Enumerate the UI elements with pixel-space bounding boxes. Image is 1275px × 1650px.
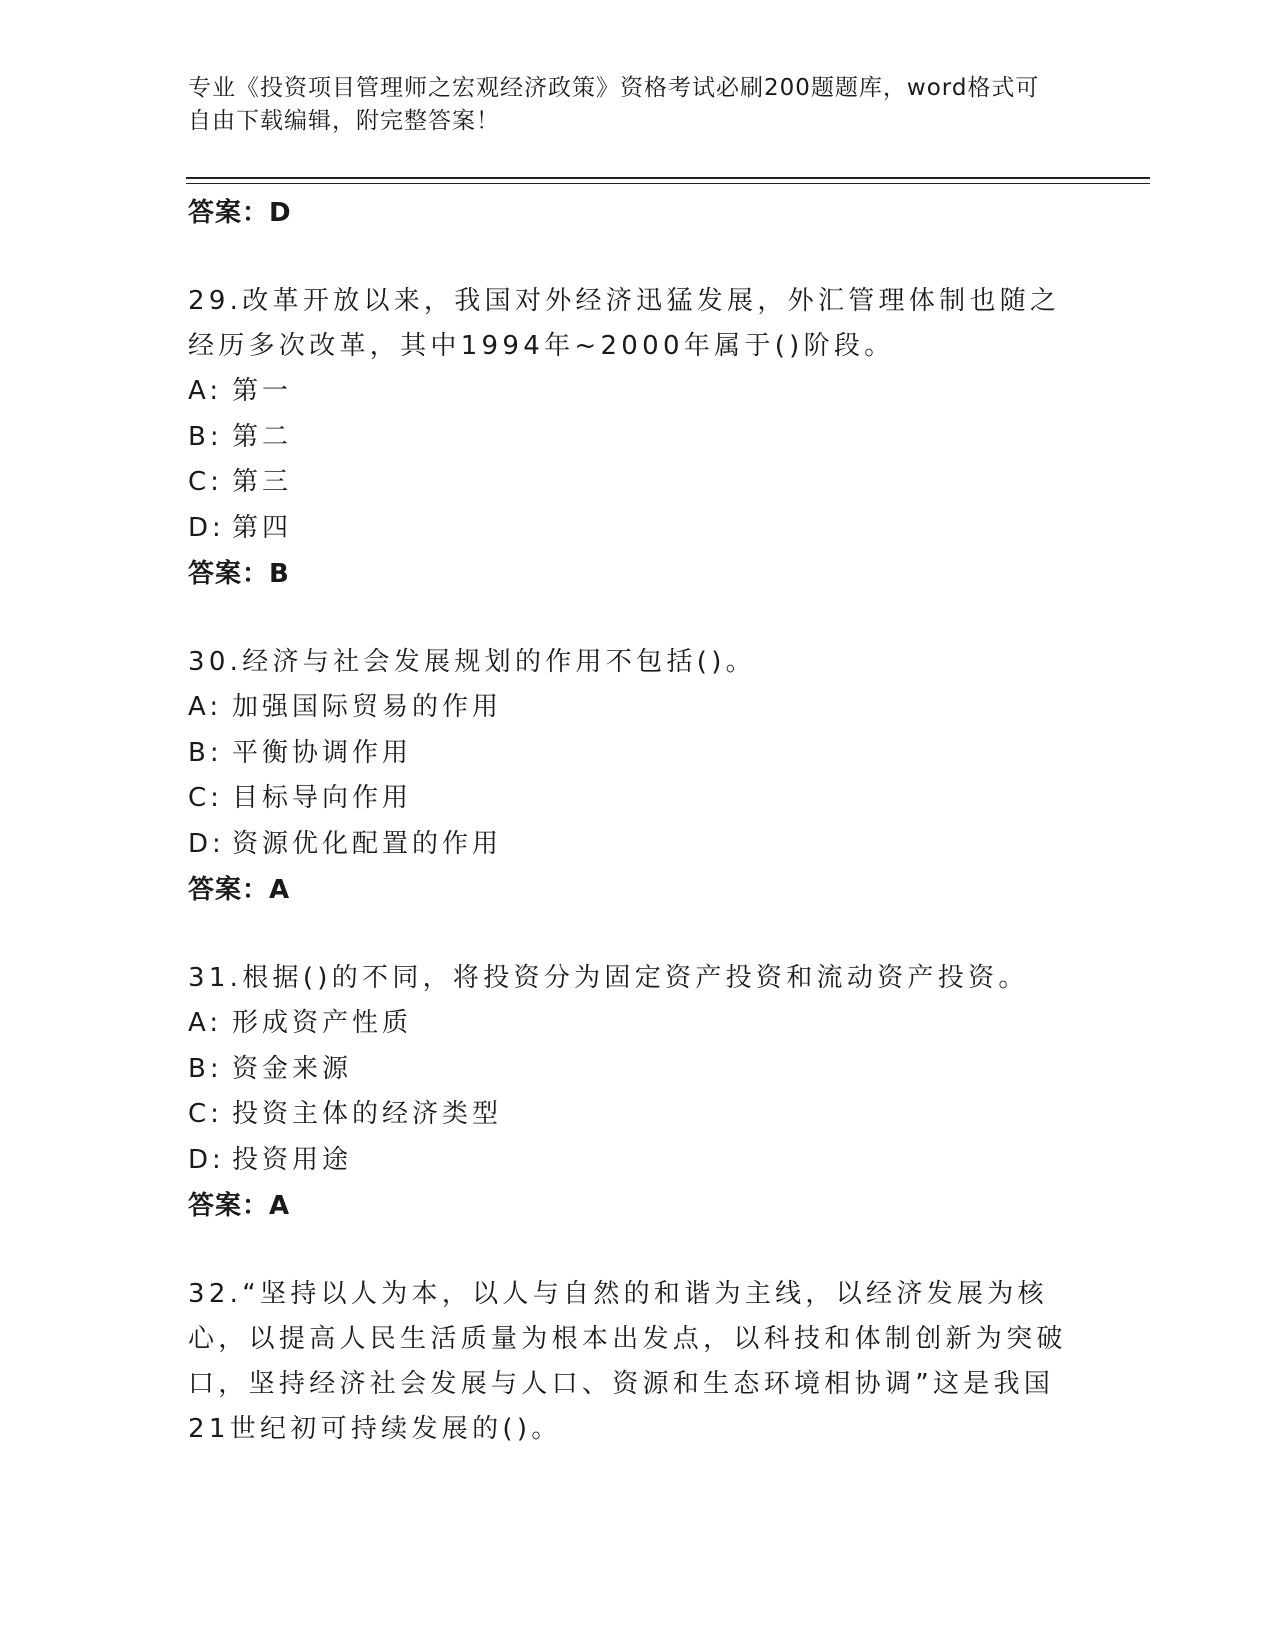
option-text: 第一 xyxy=(232,376,293,406)
header-divider-thin xyxy=(186,183,1150,184)
option-letter: A: xyxy=(188,1008,223,1038)
option-letter: C: xyxy=(188,1099,223,1129)
question-list xyxy=(188,190,1088,1452)
answer-line: 答案：A xyxy=(188,1191,291,1221)
option-text: 资金来源 xyxy=(232,1053,353,1084)
option-letter: D: xyxy=(188,1144,225,1175)
option-letter: B: xyxy=(188,421,223,452)
option-text: 第四 xyxy=(232,512,293,543)
option-text: 平衡协调作用 xyxy=(232,737,413,768)
question-31 xyxy=(188,956,1088,1229)
option-c xyxy=(188,776,1088,822)
option-d xyxy=(188,1138,1088,1184)
answer-line: 答案：A xyxy=(188,875,291,905)
option-b xyxy=(188,731,1088,777)
question-30 xyxy=(188,640,1088,913)
option-c xyxy=(188,1092,1088,1138)
option-text: 形成资产性质 xyxy=(232,1008,413,1038)
answer-line: 答案：D xyxy=(188,198,292,228)
option-letter: D: xyxy=(188,828,225,859)
option-d xyxy=(188,506,1088,552)
question-text: 29.改革开放以来，我国对外经济迅猛发展，外汇管理体制也随之经历多次改革，其中1994年~2000年属于()阶段。 xyxy=(188,286,1061,361)
document-header xyxy=(188,72,1088,138)
option-d xyxy=(188,822,1088,868)
option-a xyxy=(188,369,1088,415)
option-text: 资源优化配置的作用 xyxy=(232,828,503,859)
header-divider-thick xyxy=(186,177,1150,179)
option-letter: B: xyxy=(188,737,223,768)
option-b xyxy=(188,1047,1088,1093)
option-letter: A: xyxy=(188,376,223,406)
option-text: 第二 xyxy=(232,421,293,452)
answer-line: 答案：B xyxy=(188,559,290,589)
header-line-2: 自由下载编辑，附完整答案！ xyxy=(188,108,500,134)
option-text: 加强国际贸易的作用 xyxy=(232,692,503,722)
question-text: 30.经济与社会发展规划的作用不包括()。 xyxy=(188,647,756,677)
option-text: 目标导向作用 xyxy=(232,783,413,813)
question-32 xyxy=(188,1272,1088,1452)
header-line-1: 专业《投资项目管理师之宏观经济政策》资格考试必刷200题题库，word格式可 xyxy=(188,75,1040,101)
option-letter: D: xyxy=(188,512,225,543)
option-letter: C: xyxy=(188,467,223,497)
option-letter: C: xyxy=(188,783,223,813)
option-letter: B: xyxy=(188,1053,223,1084)
question-29 xyxy=(188,279,1088,597)
option-text: 投资主体的经济类型 xyxy=(232,1099,503,1129)
option-a xyxy=(188,685,1088,731)
option-b xyxy=(188,415,1088,461)
option-a xyxy=(188,1001,1088,1047)
option-c xyxy=(188,460,1088,506)
question-text: 32.“坚持以人为本，以人与自然的和谐为主线，以经济发展为核心，以提高人民生活质量为根本出发点，以科技和体制创新为突破口，坚持经济社会发展与人口、资源和生态环境相协调”这是我国21世纪初可持续发展的()。 xyxy=(188,1279,1067,1444)
option-letter: A: xyxy=(188,692,223,722)
question-text: 31.根据()的不同，将投资分为固定资产投资和流动资产投资。 xyxy=(188,963,1029,993)
option-text: 投资用途 xyxy=(232,1144,353,1175)
option-text: 第三 xyxy=(232,467,293,497)
